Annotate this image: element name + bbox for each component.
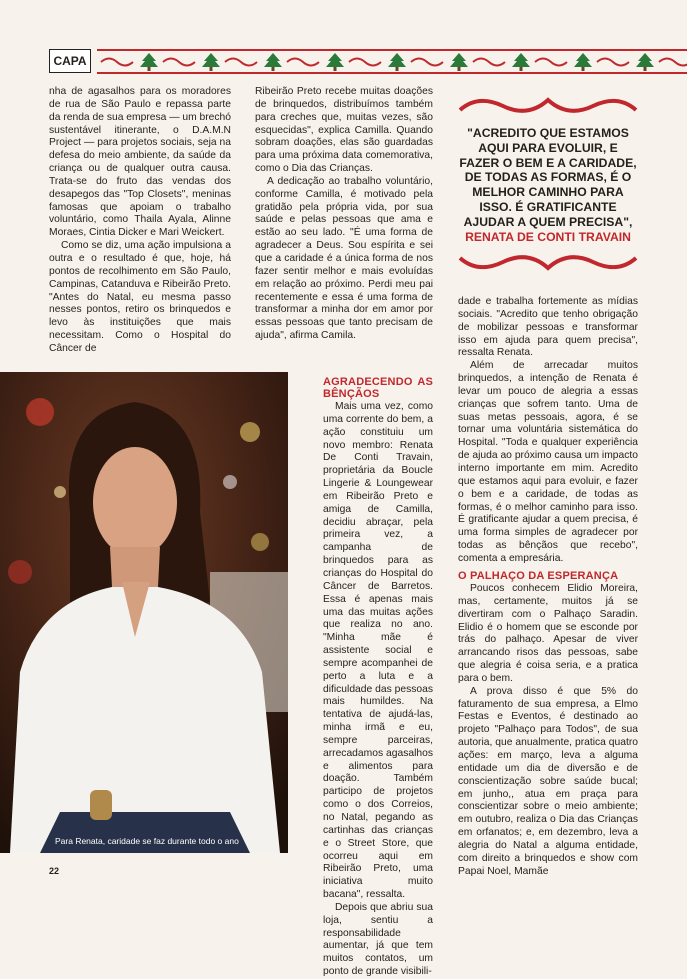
section-agradecendo: [323, 376, 433, 979]
paragraph: Depois que abriu sua loja, sentiu a responsabilidade aumentar, já que tem muitos contatos, um ponto de grande visibili-: [323, 901, 433, 978]
pullquote-text: "ACREDITO QUE ESTAMOS AQUI PARA EVOLUIR, E FAZER O BEM E A CARIDADE, DE TODAS AS FORMAS, É O MELHOR CAMINHO PARA ISSO. É GRATIFICANTE AJUDAR A QUEM PRECISA",: [459, 126, 637, 229]
paragraph: A dedicação ao trabalho voluntário, conforme Camilla, é motivado pela gratidão pela própria vida, por sua saúde e pelas pessoas que ama e estão ao seu lado. "É uma forma de agradecer a Deus. Sou espírita e sei que a caridade é a única forma de nos fazer sentir melhor e mais evoluídas em relação ao próximo. Perdi meu pai recentemente e essa é uma forma de transformar a minha dor em amor por essas pessoas que tanto precisam de ajuda", afirma Camila.: [255, 175, 433, 342]
pullquote-author: RENATA DE CONTI TRAVAIN: [465, 229, 631, 244]
paragraph: dade e trabalha fortemente as mídias sociais. "Acredito que tenho obrigação de mobilizar pessoas e transformar isso em ajuda para quem precisa", ressalta Renata.: [458, 296, 638, 359]
paragraph: Mais uma vez, como uma corrente do bem, a ação constituiu um novo membro: Renata De Conti Travain, proprietária da Boucle Lingerie & Loungewear em Ribeirão Preto e amiga de Camilla, decidiu abraçar, pela primeira vez, a campanha de brinquedos para as crianças do Hospital do Câncer de Barretos. Essa é apenas mais uma das muitas ações que realiza no ano. "Minha mãe é assistente social e sempre acompanhei de perto a luta e a dificuldade das pessoas mais humildes. Na tentativa de ajudá-las, minha irmã e eu, sempre parceiras, arrecadamos agasalhos e alimentos para doação. Também participo de projetos como o dos Correios, no Natal, pegando as cartinhas das crianças e o Street Store, que ocorreu aqui em Ribeirão Preto, uma iniciativa muito bacana", ressalta.: [323, 401, 433, 901]
photo-caption: Para Renata, caridade se faz durante todo o ano: [55, 836, 239, 846]
renata-photo: [0, 372, 288, 853]
christmas-border: [97, 48, 687, 75]
section-heading: O PALHAÇO DA ESPERANÇA: [458, 570, 619, 582]
column-1: [49, 86, 231, 356]
page-number: 22: [49, 866, 60, 876]
paragraph: Poucos conhecem Elidio Moreira, mas, certamente, muitos já se divertiram com o Palhaço Saradin. Elidio é o homem que se esconde por trás do palhaço. Apesar de viver arrancando risos das pessoas, sabe que alegria é coisa seria, e a pratica para o bem.: [458, 583, 638, 684]
section-tag: [49, 49, 91, 73]
pullquote: [458, 126, 638, 244]
column-2: [255, 86, 433, 343]
section-heading: AGRADECENDO AS BÊNÇÃOS: [323, 376, 433, 400]
column-3: [458, 296, 638, 566]
paragraph: A prova disso é que 5% do faturamento de sua empresa, a Elmo Festas e Eventos, é destinado ao projeto "Palhaço para Todos", de sua autoria, que anualmente, pratica quatro ações: em março, leva a alguma entidade um dia de diversão e de conscientização sobre saúde bucal; em junho,, atua em praça para conscientizar sobre o meio ambiente; em outubro, realiza o Dia das Crianças em orfanatos; e, em dezembro, leva a alegria do Natal a alguma entidade, com direito a brinquedos e show com Papai Noel, Mamãe: [458, 685, 638, 877]
paragraph: Como se diz, uma ação impulsiona a outra e o resultado é que, hoje, há pontos de recolhimento em São Paulo, Campinas, Catanduva e Ribeirão Preto. "Antes do Natal, eu mesma passo nesses pontos, retiro os brinquedos e levo às instituições que mais necessitam. Como o Hospital do Câncer de: [49, 240, 232, 354]
paragraph: Ribeirão Preto recebe muitas doações de brinquedos, distribuímos também para creches que, muitas vezes, são esquecidas", explica Camilla. Quando sobram doações, elas são guardadas para uma próxima data comemorativa, como o Dia das Crianças.: [255, 86, 433, 175]
section-palhaco: [458, 570, 638, 878]
section-label: CAPA: [53, 54, 87, 68]
paragraph: nha de agasalhos para os moradores de rua de São Paulo e repassa parte da renda de sua empresa — um brechó sustentável itinerante, o D.A.M.N Project — para projetos sociais, seja na defesa do meio ambiente, da saúde da criança ou de qualquer outra causa. Trata-se do fruto das vendas dos desapegos das "Top Closets", meninas famosas que apoiam o trabalho voluntário, como Thaila Ayala, Alinne Moraes, Cintia Dicker e Mari Weickert.: [49, 86, 232, 239]
paragraph: Além de arrecadar muitos brinquedos, a intenção de Renata é levar um pouco de alegria a essas crianças que sofrem tanto. Uma de suas metas pessoais, agora, é se tornar uma voluntária sistemática do Hospital. "Toda e qualquer experiência de ajuda ao próximo causa um impacto interno importante em mim. Acredito que estamos aqui para evoluir, e fazer o bem e a caridade, de todas as formas, é o melhor caminho para isso. É gratificante ajudar a quem precisa, é uma forma simples de agradecer por todas as bênçãos que recebo", comenta a empresária.: [458, 360, 638, 564]
